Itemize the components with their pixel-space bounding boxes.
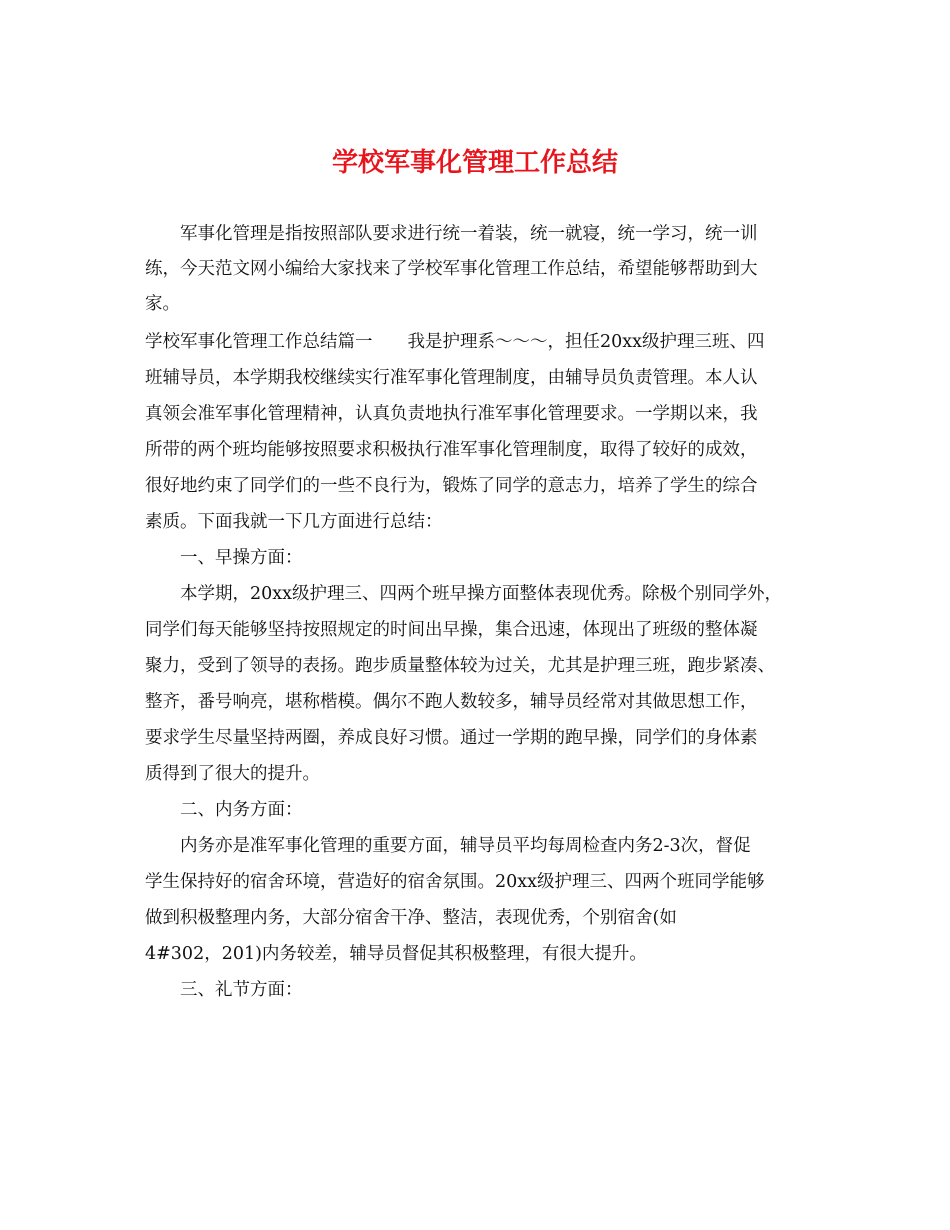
body-line: 班辅导员，本学期我校继续实行准军事化管理制度，由辅导员负责管理。本人认 <box>145 368 758 388</box>
body-line: 内务亦是准军事化管理的重要方面，辅导员平均每周检查内务2-3次，督促 <box>180 836 751 856</box>
body-line: 很好地约束了同学们的一些不良行为，锻炼了同学的意志力，培养了学生的综合 <box>145 476 758 496</box>
body-line: 整齐，番号响亮，堪称楷模。偶尔不跑人数较多，辅导员经常对其做思想工作， <box>145 692 758 712</box>
body-line: 素质。下面我就一下几方面进行总结： <box>145 512 443 532</box>
subheading-dorm-affairs: 二、内务方面： <box>180 800 303 820</box>
body-line: 所带的两个班均能够按照要求积极执行准军事化管理制度，取得了较好的成效， <box>145 440 758 460</box>
body-line: 军事化管理是指按照部队要求进行统一着装，统一就寝，统一学习，统一训 <box>180 224 758 244</box>
body-line: 质得到了很大的提升。 <box>145 764 320 784</box>
body-line: 同学们每天能够坚持按照规定的时间出早操，集合迅速，体现出了班级的整体凝 <box>145 620 758 640</box>
subheading-etiquette: 三、礼节方面： <box>180 980 303 1000</box>
subheading-early-exercise: 一、早操方面： <box>180 548 303 568</box>
body-line: 本学期，20xx级护理三、四两个班早操方面整体表现优秀。除极个别同学外， <box>180 584 783 604</box>
section-heading-line: 学校军事化管理工作总结篇一 我是护理系～～～，担任20xx级护理三班、四 <box>145 332 765 352</box>
body-line: 要求学生尽量坚持两圈，养成良好习惯。通过一学期的跑早操，同学们的身体素 <box>145 728 758 748</box>
body-line: 学生保持好的宿舍环境，营造好的宿舍氛围。20xx级护理三、四两个班同学能够 <box>145 872 765 892</box>
body-line: 家。 <box>145 294 180 314</box>
body-line: 聚力，受到了领导的表扬。跑步质量整体较为过关，尤其是护理三班，跑步紧凑、 <box>145 656 775 676</box>
body-line: 做到积极整理内务，大部分宿舍干净、整洁，表现优秀，个别宿舍(如 <box>145 908 677 928</box>
body-line: 4#302，201)内务较差，辅导员督促其积极整理，有很大提升。 <box>145 944 647 964</box>
body-line: 真领会准军事化管理精神，认真负责地执行准军事化管理要求。一学期以来，我 <box>145 404 758 424</box>
document-title: 学校军事化管理工作总结 <box>331 148 618 178</box>
body-line: 练，今天范文网小编给大家找来了学校军事化管理工作总结，希望能够帮助到大 <box>145 259 758 279</box>
